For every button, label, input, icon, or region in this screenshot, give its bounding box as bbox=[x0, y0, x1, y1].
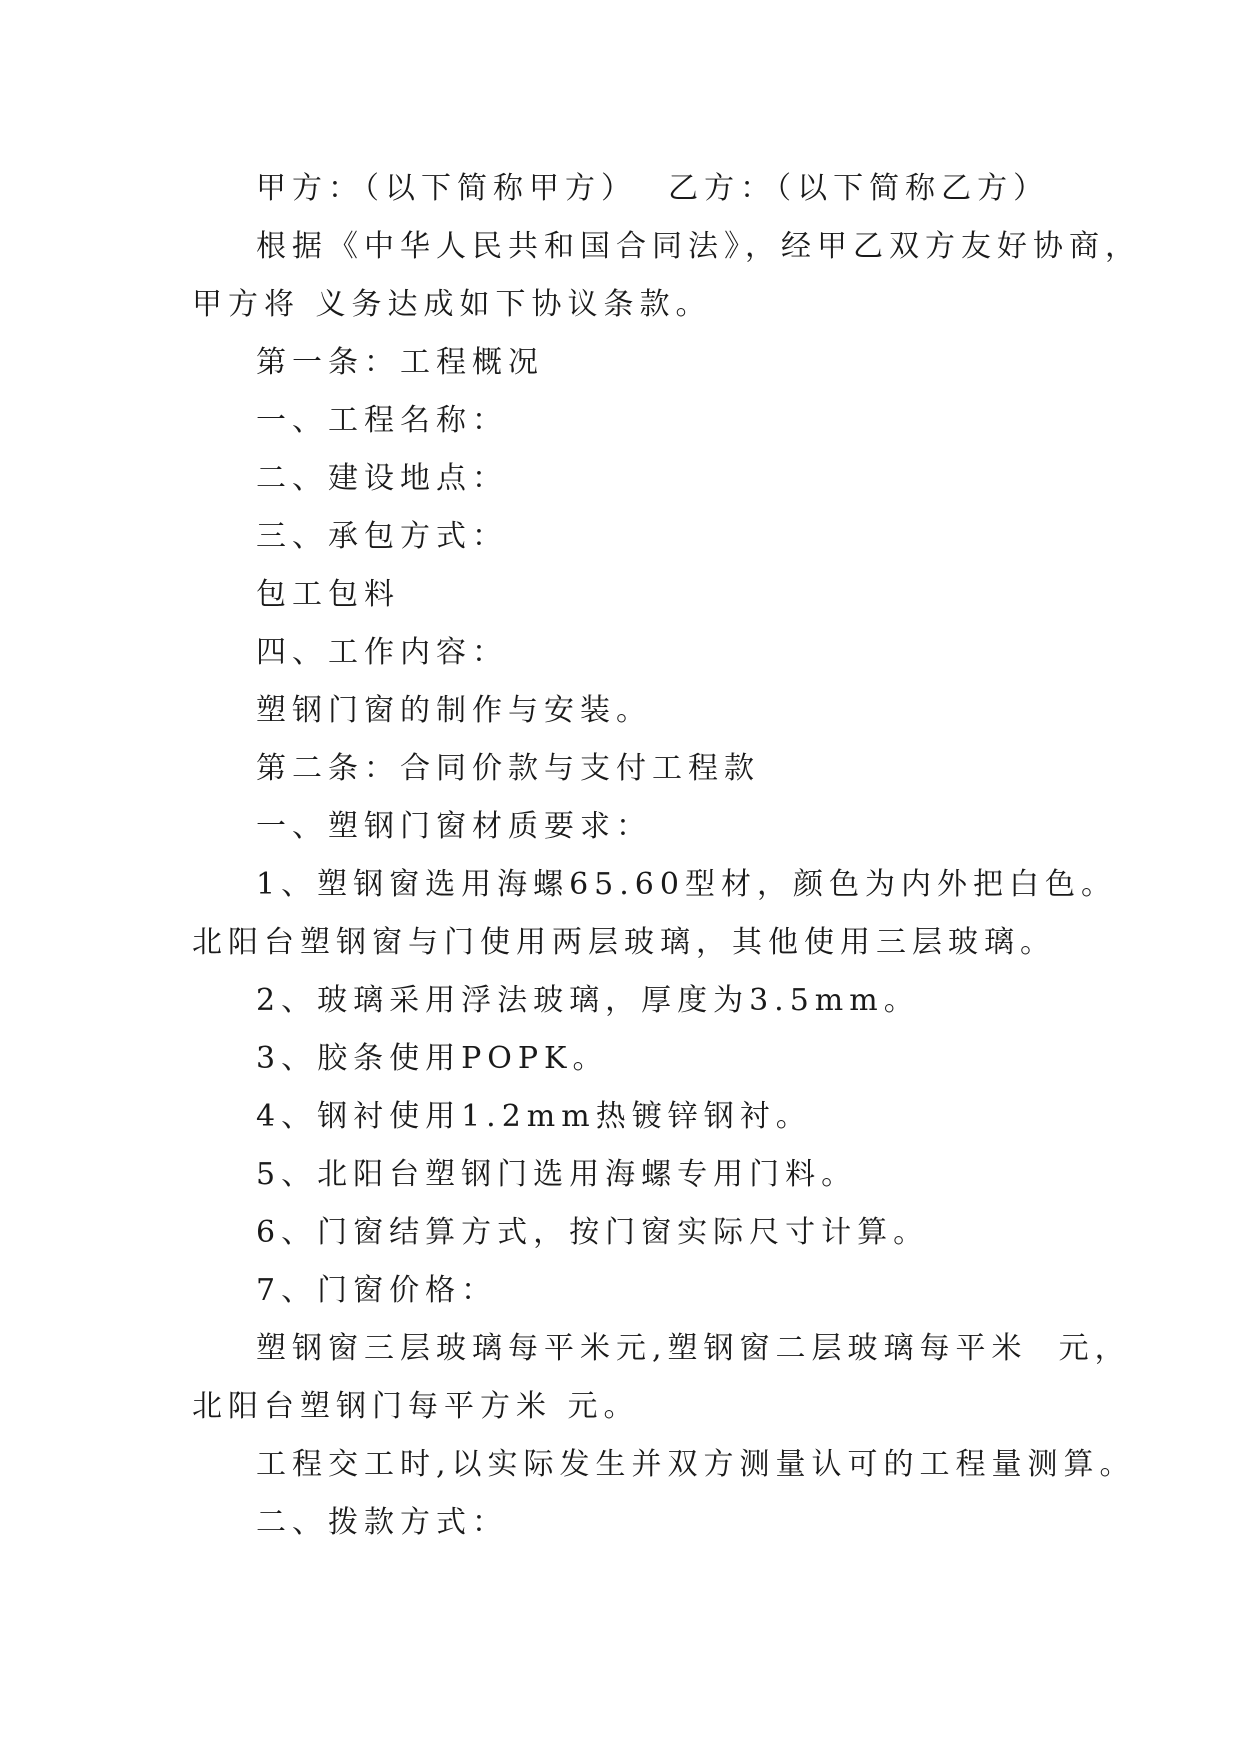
settlement-line: 工程交工时,以实际发生并双方测量认可的工程量测算。 bbox=[256, 1447, 1136, 1482]
preamble-continuation: 甲方将 义务达成如下协议条款。 bbox=[192, 287, 712, 322]
project-name-item: 一、工程名称： bbox=[256, 403, 508, 438]
requirement-1-line: 1、塑钢窗选用海螺65.60型材，颜色为内外把白色。 bbox=[256, 867, 1117, 902]
article-1-heading: 第一条：工程概况 bbox=[256, 345, 544, 380]
requirement-4-line: 4、钢衬使用1.2mm热镀锌钢衬。 bbox=[256, 1099, 812, 1134]
article-2-heading: 第二条：合同价款与支付工程款 bbox=[256, 751, 760, 786]
requirement-6-line: 6、门窗结算方式，按门窗实际尺寸计算。 bbox=[256, 1215, 930, 1250]
contract-method-item: 三、承包方式： bbox=[256, 519, 508, 554]
price-line: 塑钢窗三层玻璃每平米元,塑钢窗二层玻璃每平米 元， bbox=[256, 1331, 1131, 1366]
preamble-line: 根据《中华人民共和国合同法》，经甲乙双方友好协商， bbox=[256, 229, 1141, 264]
price-continuation: 北阳台塑钢门每平方米 元。 bbox=[192, 1389, 640, 1424]
work-content-value: 塑钢门窗的制作与安装。 bbox=[256, 693, 652, 728]
requirement-1-continuation: 北阳台塑钢窗与门使用两层玻璃，其他使用三层玻璃。 bbox=[192, 925, 1056, 960]
requirement-2-line: 2、玻璃采用浮法玻璃，厚度为3.5mm。 bbox=[256, 983, 920, 1018]
work-content-item: 四、工作内容： bbox=[256, 635, 508, 670]
contract-method-value: 包工包料 bbox=[256, 577, 400, 612]
payment-method-item: 二、拨款方式： bbox=[256, 1505, 508, 1540]
parties-line: 甲方：（以下简称甲方） 乙方：（以下简称乙方） bbox=[256, 171, 1050, 206]
requirement-7-line: 7、门窗价格： bbox=[256, 1273, 498, 1308]
requirement-5-line: 5、北阳台塑钢门选用海螺专用门料。 bbox=[256, 1157, 858, 1192]
construction-site-item: 二、建设地点： bbox=[256, 461, 508, 496]
requirement-3-line: 3、胶条使用POPK。 bbox=[256, 1041, 609, 1076]
contract-body bbox=[192, 160, 1141, 1552]
material-requirements-item: 一、塑钢门窗材质要求： bbox=[256, 809, 652, 844]
